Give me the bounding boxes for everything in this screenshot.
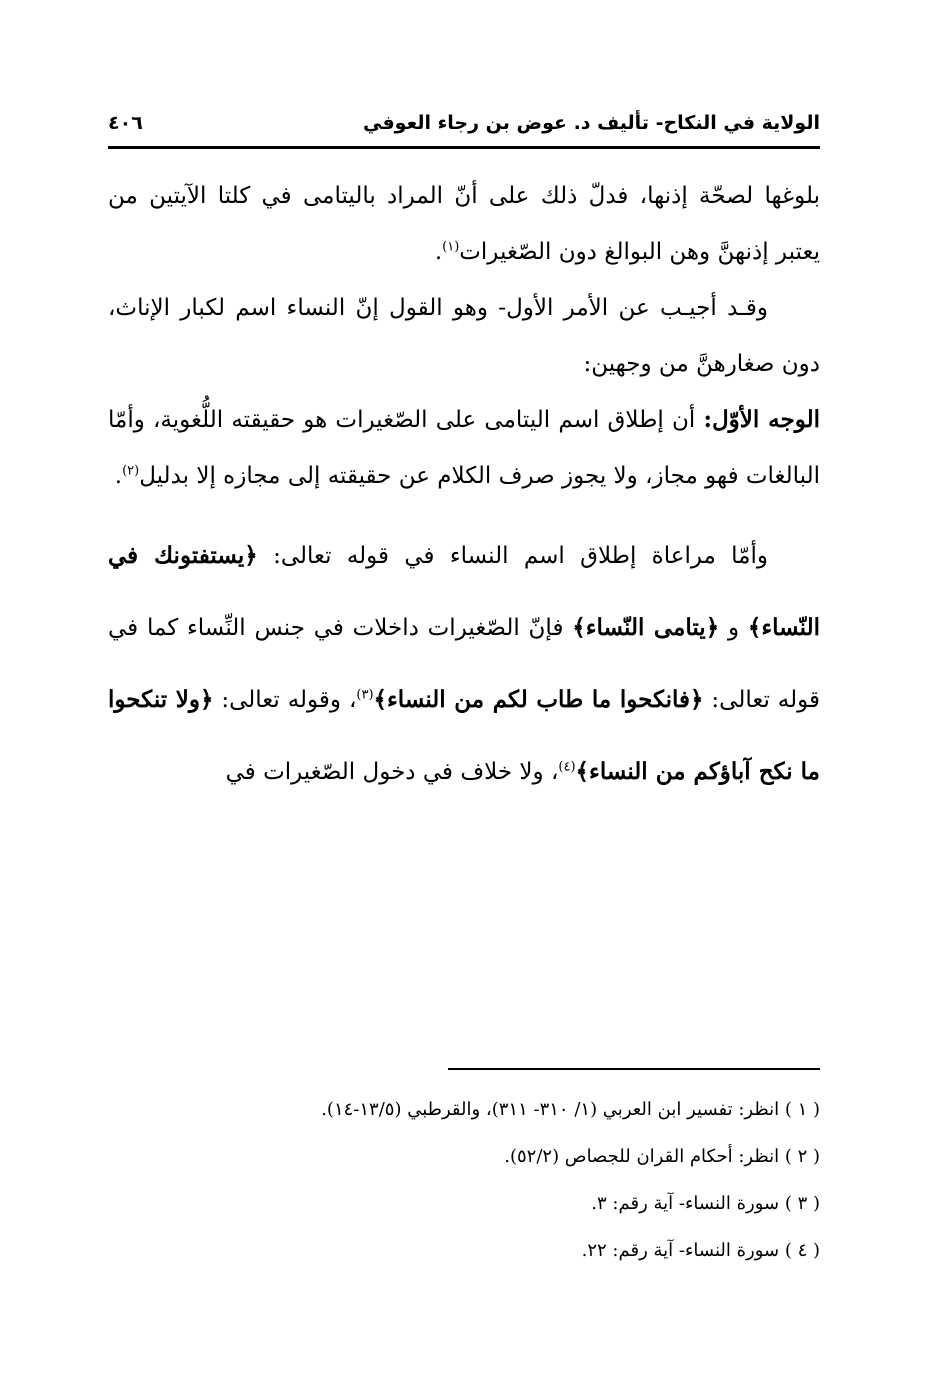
footnote-ref-1[interactable]: (١) (442, 239, 460, 255)
page-number: ٤٠٦ (108, 112, 143, 134)
paragraph-1 (108, 168, 820, 280)
quran-quote-3: ﴿فانكحوا ما طاب لكم من النساء﴾ (373, 686, 704, 713)
paragraph-4-part-e: ، ولا خلاف في دخول الصّغيرات في (225, 759, 559, 785)
paragraph-3-end: . (114, 463, 123, 489)
footnote-2: ( ٢ ) انظر: أحكام القران للجصاص (٥٢/٢). (504, 1146, 820, 1167)
quran-quote-1: ﴿يستفتونك في النّساء﴾ (108, 542, 820, 641)
footnote-4: ( ٤ ) سورة النساء- آية رقم: ٢٢. (581, 1240, 820, 1261)
footnotes (108, 1086, 820, 1274)
footnote-3: ( ٣ ) سورة النساء- آية رقم: ٣. (591, 1193, 820, 1214)
paragraph-3 (108, 392, 820, 504)
paragraph-4-part-d: ، وقوله تعالى: (213, 687, 357, 713)
footnote-ref-4[interactable]: (٤) (558, 759, 576, 775)
paragraph-4-part-c: فإنّ الصّغيرات داخلات في جنس النِّساء كما في قوله تعالى: (108, 615, 820, 713)
paragraph-3-text: أن إطلاق اسم اليتامى على الصّغيرات هو حقيقته اللُّغوية، وأمّا البالغات فهو مجاز، ولا يجوز صرف الكلام عن حقيقته إلى مجازه إلا بدليل (108, 407, 820, 489)
paragraph-3-lead: الوجه الأوّل: (703, 406, 820, 433)
paragraph-4 (108, 520, 820, 808)
paragraph-1-end: . (434, 239, 443, 265)
paragraph-2-text: وقـد أجيـب عن الأمر الأول- وهو القول إنّ النساء اسم لكبار الإناث، دون صغارهنَّ من وجهين: (108, 295, 820, 377)
running-title: الولاية في النكاح- تأليف د. عوض بن رجاء العوفي (363, 112, 820, 134)
footnote-1: ( ١ ) انظر: تفسير ابن العربي (١/ ٣١٠- ٣١١)، والقرطبي (١٣/٥-١٤). (321, 1099, 820, 1120)
paragraph-2 (108, 280, 820, 392)
footnote-divider (448, 1068, 820, 1070)
footnote-ref-2[interactable]: (٢) (122, 463, 140, 479)
footnote-ref-3[interactable]: (٣) (356, 687, 374, 703)
paragraph-4-part-a: وأمّا مراعاة إطلاق اسم النساء في قوله تعالى: (257, 543, 768, 569)
main-text (108, 168, 820, 808)
page-header (108, 106, 820, 146)
paragraph-4-part-b: و (719, 615, 748, 641)
quran-quote-2: ﴿يتامى النّساء﴾ (572, 614, 720, 641)
header-divider (108, 146, 820, 149)
paragraph-1-text: بلوغها لصحّة إذنها، فدلّ ذلك على أنّ المراد باليتامى في كلتا الآيتين من يعتبر إذنهنَّ وهن البوالغ دون الصّغيرات (108, 183, 820, 265)
quran-quote-4: ﴿ولا تنكحوا ما نكح آباؤكم من النساء﴾ (108, 686, 820, 785)
